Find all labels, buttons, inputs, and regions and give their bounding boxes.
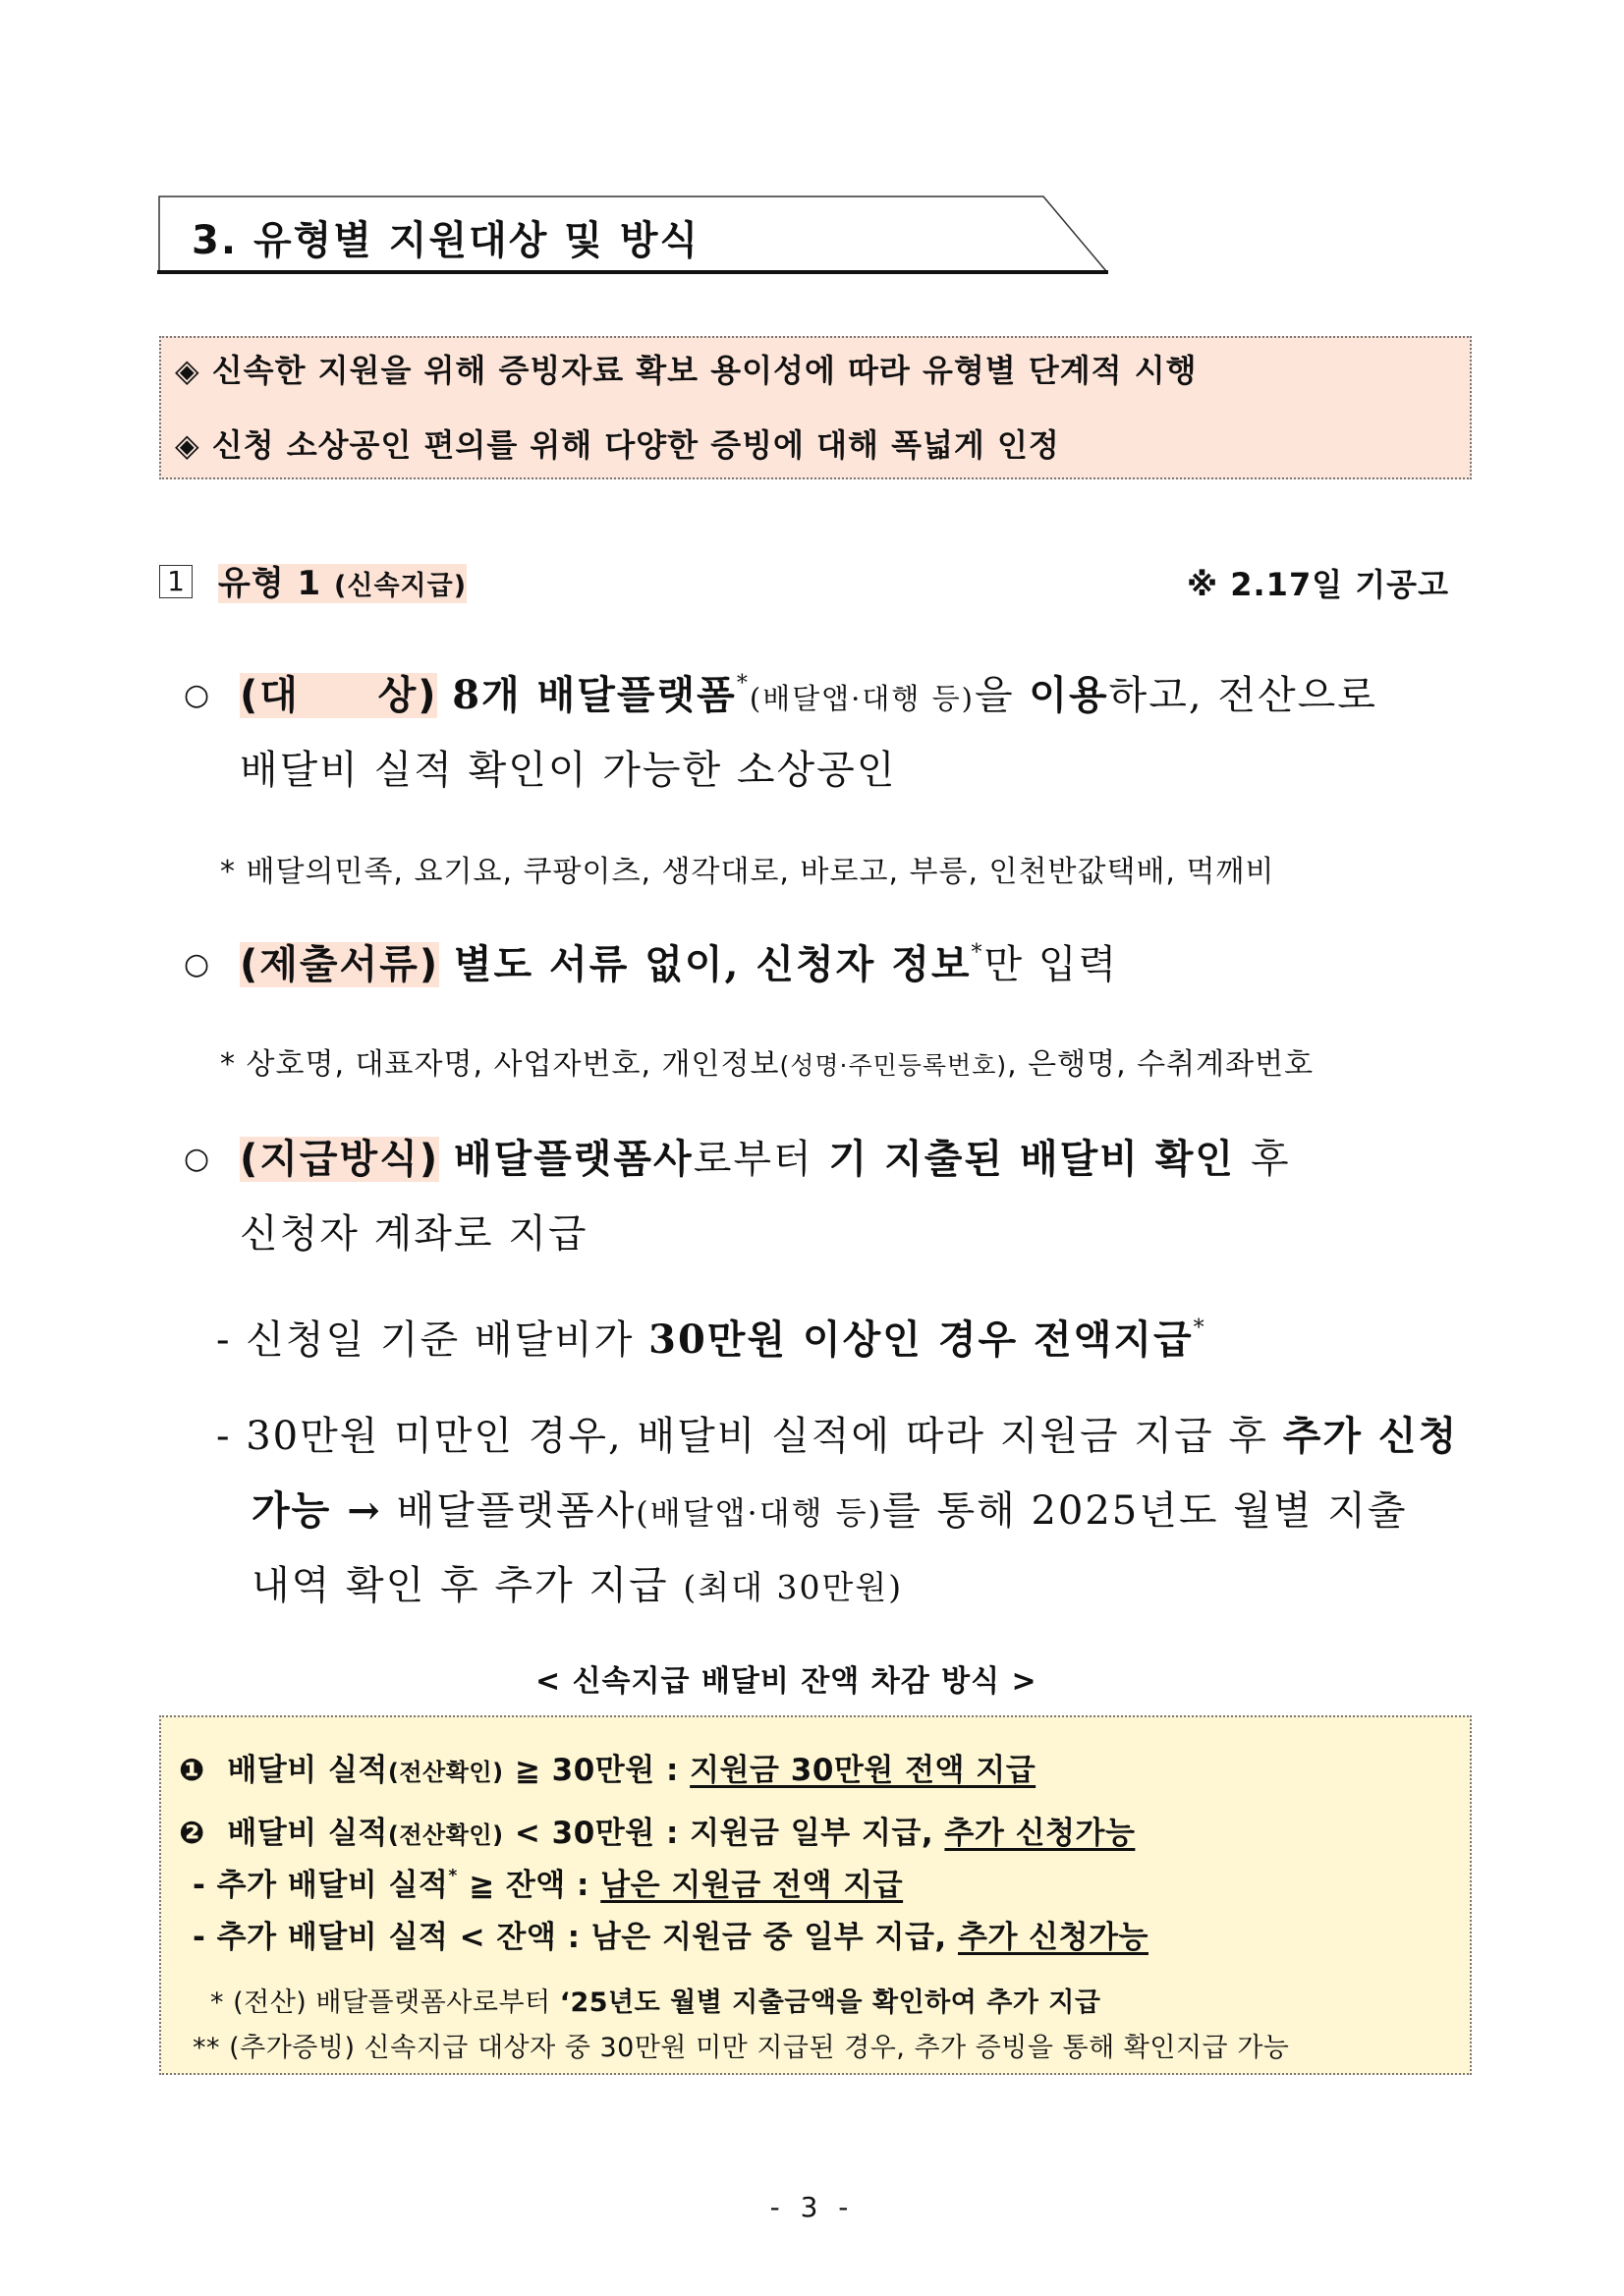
circle-bullet-icon: ○ [184, 678, 210, 712]
method-row-3 [193, 1860, 903, 1904]
documents-sup: * [971, 940, 984, 966]
circle-bullet-icon: ○ [184, 947, 210, 981]
documents-line [240, 933, 1118, 989]
payment-text-b: 로부터 [693, 1137, 813, 1182]
notice-text: ※ 2.17일 기공고 [1187, 566, 1449, 603]
method-note1-b: ‘25년도 월별 지출금액을 확인하여 추가 지급 [559, 1988, 1101, 2018]
method-row3-sup: * [448, 1866, 458, 1886]
documents-note-a: * 상호명, 대표자명, 사업자번호, 개인정보 [220, 1047, 780, 1082]
type-title [218, 556, 467, 604]
method-row-2 [179, 1808, 1135, 1852]
number-2-icon: ❷ [179, 1816, 205, 1851]
method-title: < 신속지급 배달비 잔액 차감 방식 > [535, 1664, 1037, 1699]
payment-text-d: 후 [1251, 1137, 1291, 1182]
type-number-box: 1 [159, 565, 193, 598]
method-note1-a: * (전산) 배달플랫폼사로부터 [210, 1988, 560, 2018]
documents-label: (제출서류) [240, 942, 440, 987]
target-text-e: 하고, 전산으로 [1108, 673, 1377, 718]
target-line-1 [240, 664, 1377, 720]
method-row2-result: 추가 신청가능 [944, 1816, 1136, 1851]
method-row2-a: 배달비 실적 [227, 1816, 388, 1851]
method-row4-a: - 추가 배달비 실적 < 잔액 : 남은 지원금 중 일부 지급, [193, 1920, 958, 1955]
page-number: - 3 - [769, 2191, 855, 2223]
type-subtitle: (신속지급) [334, 571, 468, 601]
method-row1-result: 지원금 30만원 전액 지급 [690, 1753, 1036, 1788]
target-text-d: 이용 [1029, 673, 1109, 718]
method-row3-a: - 추가 배달비 실적 [193, 1868, 449, 1903]
number-1-icon: ❶ [179, 1753, 205, 1788]
target-line-2: 배달비 실적 확인이 가능한 소상공인 [240, 748, 897, 793]
payment-dash1-b: 30만원 이상인 경우 전액지급 [648, 1316, 1194, 1363]
diamond-marker-icon: ◈ [175, 352, 200, 389]
method-row1-a: 배달비 실적 [227, 1753, 388, 1788]
payment-dash-2-line-1 [216, 1405, 1458, 1461]
target-text-c: 을 [974, 673, 1030, 718]
payment-dash-1 [216, 1309, 1206, 1365]
diamond-marker-icon: ◈ [175, 426, 200, 464]
target-text-b: (배달앱·대행 등) [749, 682, 975, 715]
documents-note [220, 1039, 1314, 1083]
method-row3-result: 남은 지원금 전액 지급 [600, 1868, 904, 1903]
documents-text-a: 별도 서류 없이, 신청자 정보 [453, 941, 972, 987]
method-row2-op: < 30만원 : 지원금 일부 지급, [503, 1816, 945, 1851]
method-row-4 [193, 1912, 1148, 1956]
payment-dash2-e: (배달앱·대행 등) [636, 1494, 883, 1532]
type-title-text: 유형 1 [218, 564, 322, 603]
target-sup: * [736, 671, 750, 697]
payment-dash2-a: - 30만원 미만인 경우, 배달비 실적에 따라 지원금 지급 후 [216, 1414, 1283, 1459]
circle-bullet-icon: ○ [184, 1142, 210, 1176]
payment-dash2-b: 추가 신청 [1282, 1413, 1459, 1459]
target-label-close: 상) [377, 673, 438, 718]
method-row1-small: (전산확인) [387, 1759, 504, 1786]
payment-text-a: 배달플랫폼사 [453, 1136, 694, 1182]
payment-dash2-c: 가능 → [252, 1487, 382, 1534]
section-title: 3. 유형별 지원대상 및 방식 [192, 218, 700, 263]
payment-dash1-sup: * [1193, 1316, 1206, 1341]
summary-line-2 [175, 420, 1060, 466]
method-row-1 [179, 1745, 1036, 1789]
payment-dash-2-line-3 [252, 1554, 903, 1610]
documents-note-b: (성명·주민등록번호) [779, 1051, 1008, 1080]
method-row2-small: (전산확인) [387, 1821, 504, 1849]
payment-dash-2-line-2 [252, 1480, 1408, 1536]
method-note-1 [210, 1981, 1100, 2019]
method-note-2: ** (추가증빙) 신속지급 대상자 중 30만원 미만 지급된 경우, 추가 증빙을 통해 확인지급 가능 [193, 2033, 1290, 2063]
target-label-open: (대 [240, 673, 300, 718]
payment-line-2: 신청자 계좌로 지급 [240, 1211, 588, 1257]
payment-dash2-g: 내역 확인 후 추가 지급 [252, 1563, 684, 1608]
method-row3-op: ≧ 잔액 : [457, 1868, 601, 1903]
target-note: * 배달의민족, 요기요, 쿠팡이츠, 생각대로, 바로고, 부릉, 인천반값택배, 먹깨비 [220, 855, 1275, 889]
payment-dash2-h: (최대 30만원) [683, 1568, 904, 1606]
method-row1-op: ≧ 30만원 : [503, 1753, 691, 1788]
summary-line-1 [175, 346, 1198, 391]
payment-label: (지급방식) [240, 1137, 440, 1182]
payment-dash2-f: 를 통해 2025년도 월별 지출 [882, 1488, 1408, 1534]
payment-dash1-a: - 신청일 기준 배달비가 [216, 1317, 649, 1363]
documents-text-b: 만 입력 [983, 942, 1119, 987]
documents-note-c: , 은행명, 수취계좌번호 [1007, 1047, 1315, 1082]
target-text-a: 8개 배달플랫폼 [452, 672, 737, 718]
payment-line-1 [240, 1128, 1291, 1184]
type-title-highlight [218, 564, 467, 603]
method-row4-result: 추가 신청가능 [958, 1920, 1148, 1955]
target-label [240, 673, 437, 718]
payment-dash2-d: 배달플랫폼사 [381, 1488, 637, 1534]
payment-text-c: 기 지출된 배달비 확인 [812, 1136, 1251, 1182]
summary-text-2: 신청 소상공인 편의를 위해 다양한 증빙에 대해 폭넓게 인정 [211, 426, 1060, 464]
summary-text-1: 신속한 지원을 위해 증빙자료 확보 용이성에 따라 유형별 단계적 시행 [211, 352, 1198, 389]
